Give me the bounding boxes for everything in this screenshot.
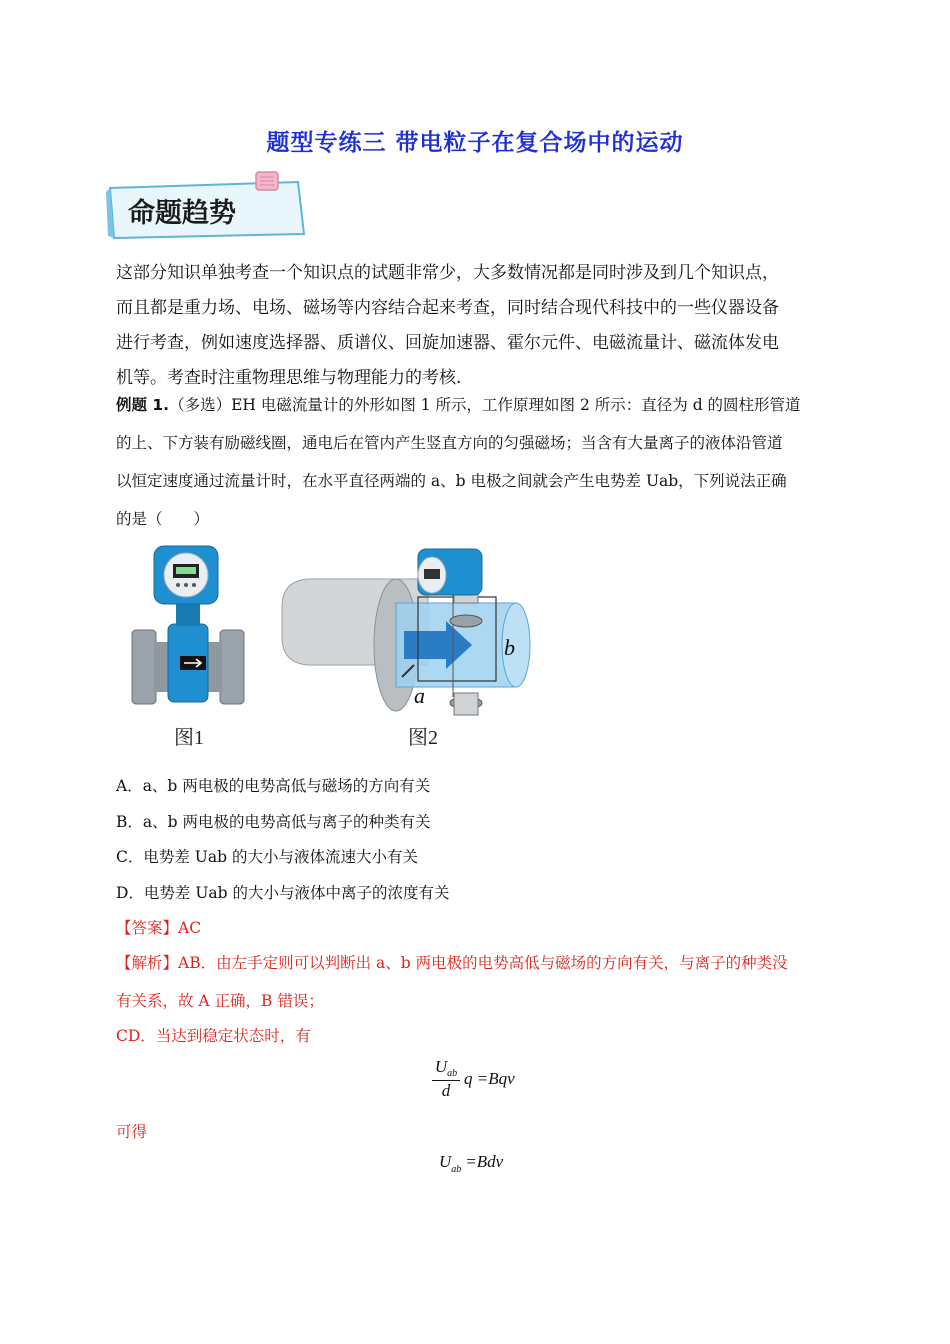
analysis-line: 可得 [116,1123,148,1141]
electrode-b-label: b [504,635,515,660]
formula-1-num-sub: ab [447,1068,458,1079]
figure-2-caption: 图2 [408,727,438,749]
analysis-line: CD．当达到稳定状态时，有 [116,1027,311,1045]
formula-1-num-main: U [434,1057,448,1076]
example-line: 以恒定速度通过流量计时，在水平直径两端的 a、b 电极之间就会产生电势差 Uab，下列说法正确 [116,472,787,490]
example-question [116,386,838,538]
intro-paragraph [116,256,838,396]
example-line: （多选）EH 电磁流量计的外形如图 1 所示，工作原理如图 2 所示：直径为 d 的圆柱形管道 [169,396,801,414]
example-line: 的是（ ） [116,510,210,528]
flowmeter-image [118,538,258,718]
formula-1 [432,1057,552,1105]
formula-1-rest: q =Bqv [464,1069,515,1088]
analysis-line: 【解析】AB．由左手定则可以判断出 a、b 两电极的电势高低与磁场的方向有关，与离子的种类没 [116,954,788,972]
formula-2-main: U [439,1152,452,1171]
electrode-a-label: a [414,683,425,708]
formula-2-sub: ab [451,1164,462,1175]
intro-line: 而且都是重力场、电场、磁场等内容结合起来考查，同时结合现代科技中的一些仪器设备 [116,298,779,318]
figure-2-principle [278,545,538,723]
option-d: D．电势差 Uab 的大小与液体中离子的浓度有关 [116,884,450,902]
example-line: 的上、下方装有励磁线圈，通电后在管内产生竖直方向的匀强磁场；当含有大量离子的液体沿管道 [116,434,783,452]
intro-line: 机等。考查时注重物理思维与物理能力的考核. [116,368,462,388]
figure-1-caption: 图1 [174,727,204,749]
option-a: A．a、b 两电极的电势高低与磁场的方向有关 [116,777,431,795]
answer: 【答案】AC [116,919,202,937]
option-c: C．电势差 Uab 的大小与液体流速大小有关 [116,848,418,866]
intro-line: 进行考查，例如速度选择器、质谱仪、回旋加速器、霍尔元件、电磁流量计、磁流体发电 [116,333,779,353]
page-title: 题型专练三 带电粒子在复合场中的运动 [266,130,684,156]
option-b: B．a、b 两电极的电势高低与离子的种类有关 [116,813,431,831]
intro-line: 这部分知识单独考查一个知识点的试题非常少，大多数情况都是同时涉及到几个知识点， [116,263,779,283]
formula-1-den: d [441,1081,451,1100]
banner-graphic [104,170,310,242]
principle-diagram [278,545,538,723]
example-label: 例题 1. [116,396,170,414]
formula-2-rest: =Bdv [465,1152,504,1171]
banner-label: 命题趋势 [128,198,236,229]
figure-1-flowmeter [118,538,258,718]
analysis-line: 有关系，故 A 正确，B 错误； [116,992,324,1010]
section-banner [104,170,310,242]
formula-2 [439,1152,504,1175]
